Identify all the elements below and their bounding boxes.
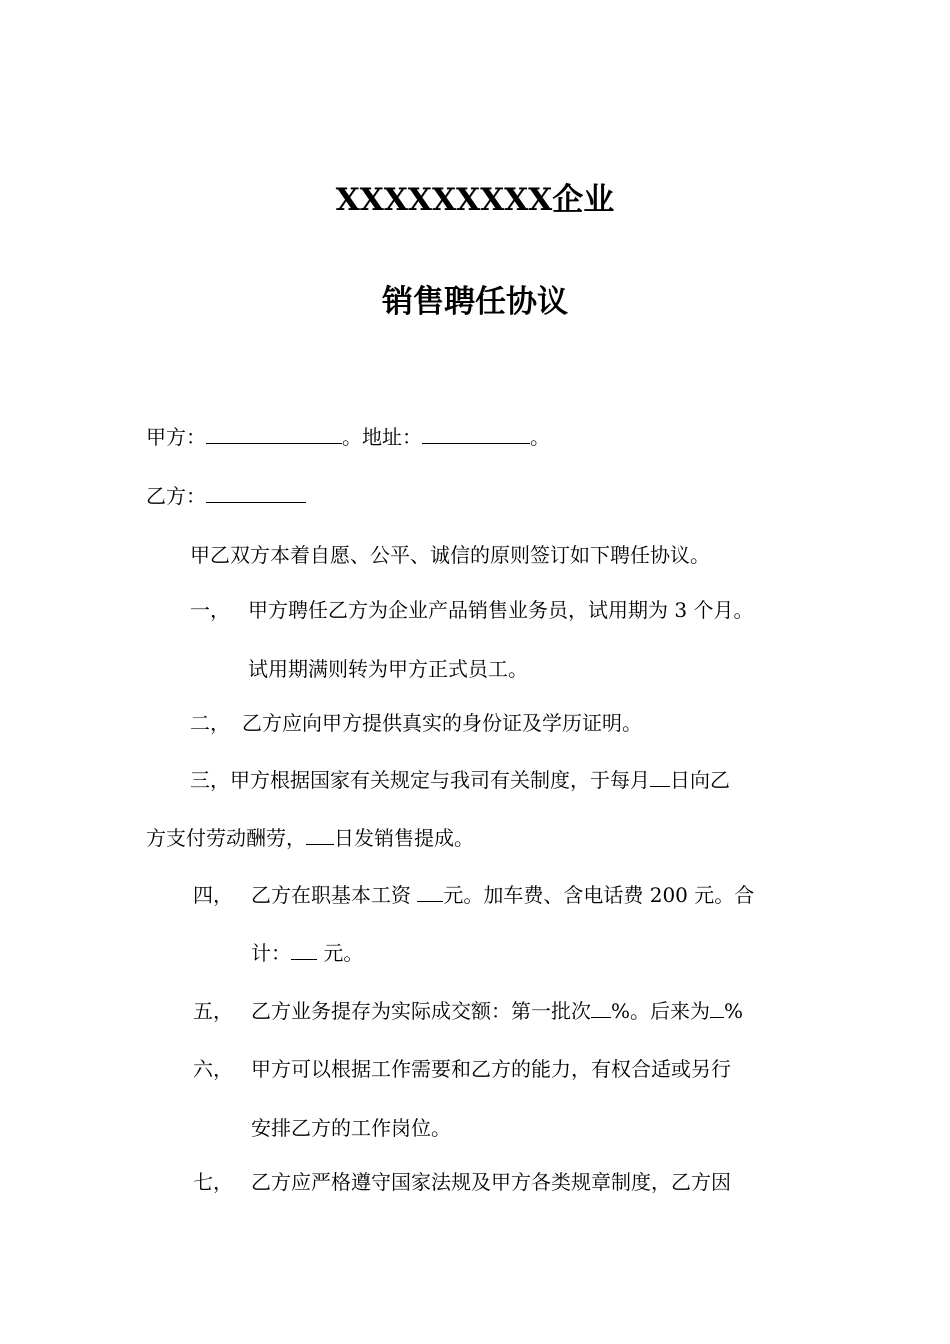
clause-6-text: 甲方可以根据工作需要和乙方的能力，有权合适或另行 xyxy=(251,1057,731,1081)
commission-day-blank xyxy=(306,826,334,845)
first-batch-rate-blank xyxy=(591,999,611,1018)
pay-day-blank xyxy=(650,768,670,787)
clause-7-line-1 xyxy=(193,1169,731,1195)
party-b-label: 乙方： xyxy=(146,484,206,508)
clause-6-line-1 xyxy=(193,1056,731,1082)
clause-5-text-b: %。后来为 xyxy=(611,999,711,1023)
clause-3-text-b: 日向乙 xyxy=(670,768,730,792)
party-a-name-blank xyxy=(206,425,342,444)
document-subtitle: 销售聘任协议 xyxy=(382,284,568,320)
party-a-label: 甲方： xyxy=(146,425,206,449)
party-b-line xyxy=(146,483,306,509)
base-salary-blank xyxy=(417,883,443,902)
party-a-address-blank xyxy=(422,425,530,444)
clause-4-line-1 xyxy=(193,882,754,908)
clause-6-number: 六， xyxy=(193,1057,233,1081)
intro-paragraph: 甲乙双方本着自愿、公平、诚信的原则签订如下聘任协议。 xyxy=(190,543,710,567)
clause-7-number: 七， xyxy=(193,1170,233,1194)
later-rate-blank xyxy=(710,999,724,1018)
clause-4-text-c: 计： xyxy=(251,941,291,965)
clause-4-number: 四， xyxy=(193,883,233,907)
clause-1-number: 一， xyxy=(190,598,230,622)
document-title: XXXXXXXXX企业 xyxy=(335,182,615,218)
clause-4-line-2 xyxy=(251,940,363,966)
clause-4-text-b: 元。加车费、含电话费 200 元。合 xyxy=(443,883,755,907)
clause-4-text-a: 乙方在职基本工资 xyxy=(251,883,418,907)
clause-3-text-d: 日发销售提成。 xyxy=(334,826,474,850)
clause-2-text: 乙方应向甲方提供真实的身份证及学历证明。 xyxy=(242,711,642,735)
clause-3-text-a: 三，甲方根据国家有关规定与我司有关制度，于每月 xyxy=(190,768,650,792)
clause-1-line-1 xyxy=(190,597,753,623)
party-b-name-blank xyxy=(206,484,306,503)
clause-4-text-d: 元。 xyxy=(317,941,364,965)
clause-6-line-2: 安排乙方的工作岗位。 xyxy=(251,1116,451,1140)
clause-2-number: 二， xyxy=(190,711,230,735)
total-salary-blank xyxy=(291,941,317,960)
clause-3-line-1 xyxy=(190,767,730,793)
clause-5-text-c: % xyxy=(724,999,744,1023)
clause-2 xyxy=(190,710,642,736)
clause-1-line-2: 试用期满则转为甲方正式员工。 xyxy=(248,657,528,681)
clause-7-text: 乙方应严格遵守国家法规及甲方各类规章制度，乙方因 xyxy=(251,1170,731,1194)
clause-3-line-2 xyxy=(146,825,474,851)
clause-3-text-c: 方支付劳动酬劳， xyxy=(146,826,306,850)
clause-5-text-a: 乙方业务提存为实际成交额：第一批次 xyxy=(251,999,591,1023)
party-a-line xyxy=(146,424,550,450)
party-a-address-label: 。地址： xyxy=(342,425,422,449)
clause-5-number: 五， xyxy=(193,999,233,1023)
clause-5 xyxy=(193,998,743,1024)
party-a-end: 。 xyxy=(530,425,550,449)
clause-1-text: 甲方聘任乙方为企业产品销售业务员，试用期为 3 个月。 xyxy=(248,598,754,622)
